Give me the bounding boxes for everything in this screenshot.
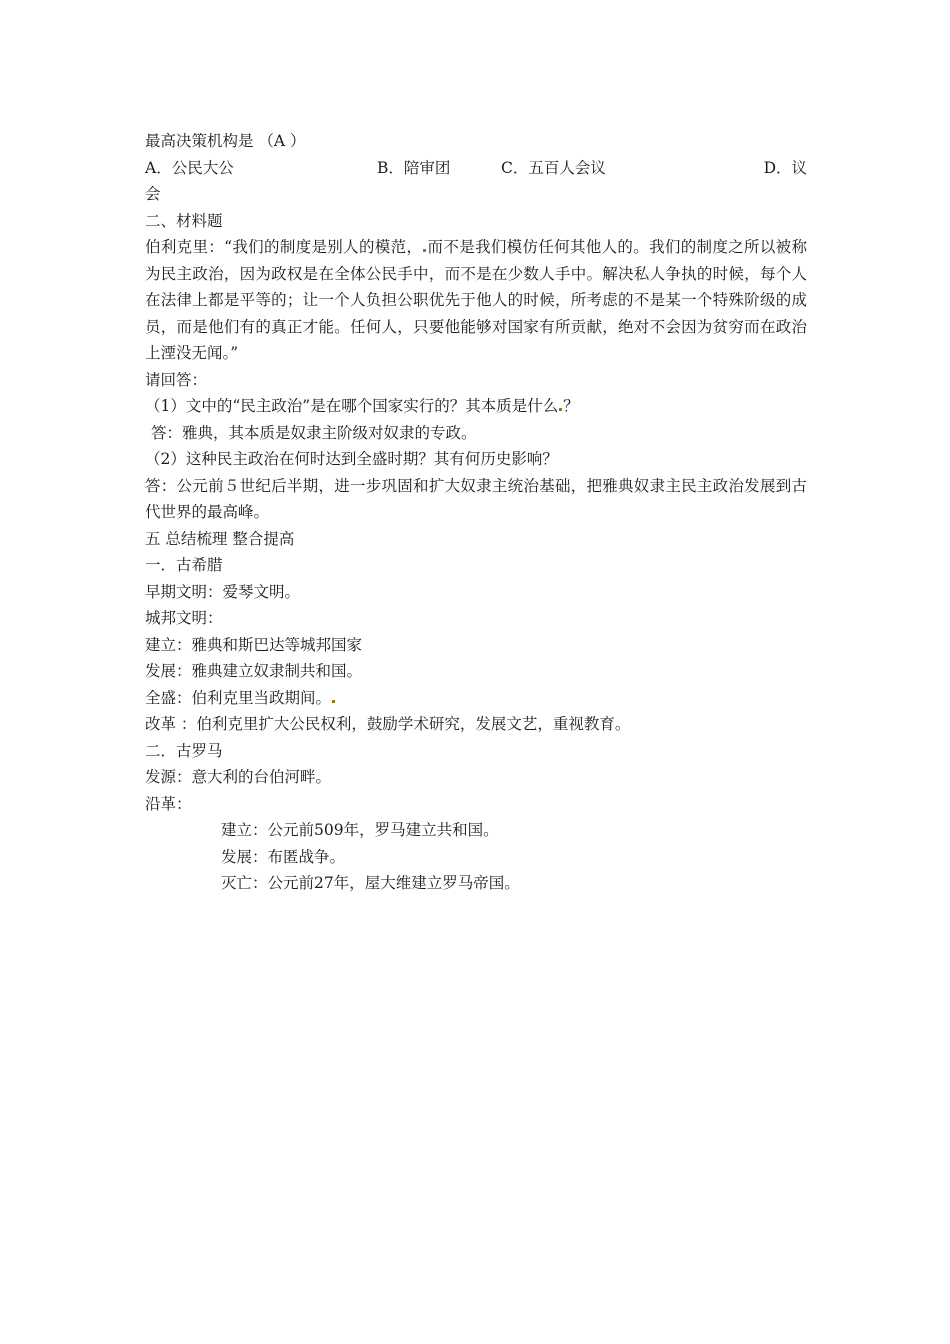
- question-stem: 最高决策机构是 （A ）: [145, 132, 306, 150]
- mark-dot: [559, 408, 562, 411]
- mark-dot: [423, 249, 426, 252]
- rome-evolution: 沿革：: [145, 794, 192, 813]
- option-d: D．议: [763, 158, 807, 177]
- quote-part-1: 伯利克里：“我们的制度是别人的模范，: [145, 238, 423, 256]
- greece-reform: 改革 ：伯利克里扩大公民权利，鼓励学术研究，发展文艺，重视教育。: [145, 715, 631, 733]
- question-2: （2）这种民主政治在何时达到全盛时期？其有何历史影响？: [145, 450, 558, 468]
- answer-2: 答：公元前５世纪后半期，进一步巩固和扩大奴隶主统治基础，把雅典奴隶主民主政治发展到古代世界的最高峰。: [145, 476, 807, 521]
- section-5-heading: 五 总结梳理 整合提高: [145, 529, 295, 548]
- option-a: A．公民大公: [145, 158, 234, 177]
- rome-fall: 灭亡：公元前27年，屋大维建立罗马帝国。: [221, 874, 520, 892]
- greece-heading: 一．古希腊: [145, 556, 223, 574]
- question-1: [145, 393, 807, 420]
- pericles-quote: [145, 234, 807, 367]
- rome-origin: 发源：意大利的台伯河畔。: [145, 768, 332, 786]
- option-d-wrap: 会: [145, 185, 161, 203]
- question-1-mark: ？: [563, 397, 579, 415]
- rome-development: 发展：布匿战争。: [221, 847, 346, 866]
- rome-founding: 建立：公元前509年，罗马建立共和国。: [221, 821, 499, 839]
- greece-development: 发展：雅典建立奴隶制共和国。: [145, 662, 363, 680]
- mark-dot: [332, 700, 335, 703]
- greece-peak-text: 全盛：伯利克里当政期间。: [145, 688, 332, 707]
- quote-part-2: 而不是我们模仿任何其他人的。我们的制度之所以被称为民主政治，因为政权是在全体公民手中，而不是在少数人手中。解决私人争执的时候，每个人在法律上都是平等的；让一个人负担公职优先于他人的时候，所考虑的不是某一个特殊阶级的成员，而是他们有的真正才能。任何人，只要他能够对国家有所贡献，绝对不会因为贫穷而在政治上湮没无闻。”: [145, 238, 807, 362]
- question-options: [145, 155, 807, 182]
- option-b: B．陪审团: [377, 158, 451, 177]
- answer-prompt: 请回答：: [145, 370, 208, 389]
- greece-early: 早期文明：爱琴文明。: [145, 582, 301, 601]
- greece-city-state: 城邦文明：: [145, 609, 223, 627]
- rome-heading: 二．古罗马: [145, 741, 223, 760]
- section-2-heading: 二、材料题: [145, 211, 223, 230]
- answer-1: 答：雅典，其本质是奴隶主阶级对奴隶的专政。: [151, 423, 477, 442]
- greece-peak: [145, 685, 807, 712]
- document-page: [145, 128, 807, 897]
- option-c: C．五百人会议: [501, 158, 606, 177]
- greece-founding: 建立：雅典和斯巴达等城邦国家: [145, 635, 363, 654]
- question-1-text: （1）文中的“民主政治”是在哪个国家实行的？其本质是什么: [145, 397, 559, 415]
